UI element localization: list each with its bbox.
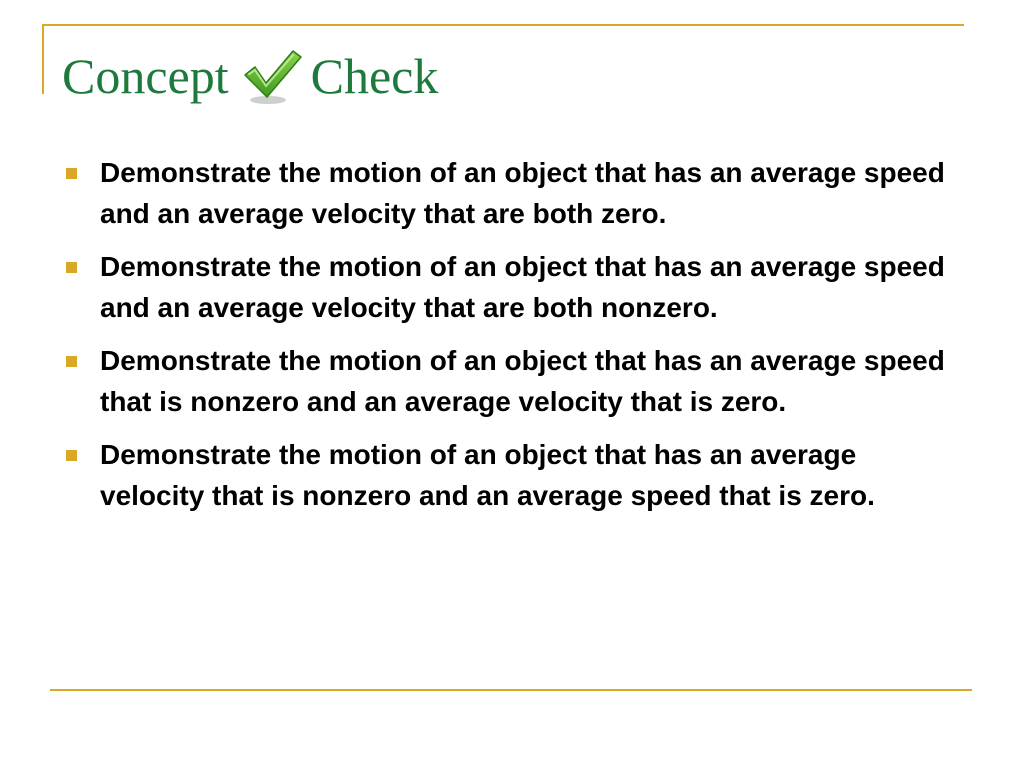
bullet-square-icon xyxy=(66,356,77,367)
title-word-concept: Concept xyxy=(62,48,229,104)
bullet-square-icon xyxy=(66,168,77,179)
bullet-list xyxy=(62,152,962,528)
left-divider-line xyxy=(42,24,44,94)
bullet-item xyxy=(62,340,962,422)
bullet-text: Demonstrate the motion of an object that has an average speed and an average velocity that are both zero. xyxy=(100,157,945,229)
bullet-text: Demonstrate the motion of an object that has an average velocity that is nonzero and an average speed that is zero. xyxy=(100,439,875,511)
slide-title xyxy=(62,44,438,108)
bullet-square-icon xyxy=(66,450,77,461)
bullet-item xyxy=(62,152,962,234)
bullet-item xyxy=(62,434,962,516)
bottom-divider-line xyxy=(50,689,972,691)
bullet-item xyxy=(62,246,962,328)
bullet-text: Demonstrate the motion of an object that has an average speed and an average velocity that are both nonzero. xyxy=(100,251,945,323)
bullet-square-icon xyxy=(66,262,77,273)
bullet-text: Demonstrate the motion of an object that has an average speed that is nonzero and an average velocity that is zero. xyxy=(100,345,945,417)
title-word-check: Check xyxy=(310,48,439,104)
top-divider-line xyxy=(42,24,964,26)
green-checkmark-icon xyxy=(241,45,303,107)
